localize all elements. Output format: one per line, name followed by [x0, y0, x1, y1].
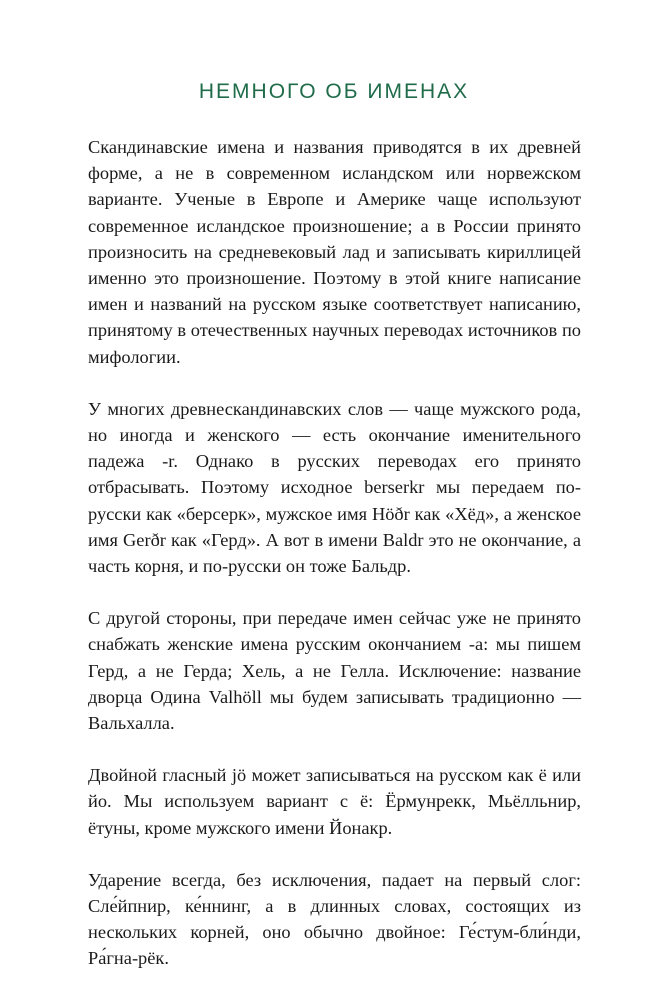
paragraph-old-norse-forms: Скандинавские имена и названия приводятся в их древней форме, а не в современном исландском или норвежском варианте. Ученые в Европе и Америке чаще используют современное исландское произношение; а в России принято произносить на средневековый лад и записывать кириллицей именно это произношение. Поэтому в этой книге написание имен и названий на русском языке соответствует написанию, принятому в отечественных научных переводах источников по мифологии.	[88, 137, 581, 367]
paragraph-stress: Ударение всегда, без исключения, падает на первый слог: Сле́йпнир, ке́ннинг, а в длинных словах, состоящих из нескольких корней, оно обычно двойное: Ге́стум-бли́нди, Ра́гна-рёк.	[88, 869, 581, 969]
paragraph-double-vowel: Двойной гласный jö может записываться на русском как ё или йо. Мы используем вариант с ё: Ёрмунрекк, Мьёлльнир, ётуны, кроме мужского имени Йонакр.	[88, 765, 581, 838]
page-title: НЕМНОГО ОБ ИМЕНАХ	[198, 80, 470, 103]
body-text	[88, 134, 581, 998]
paragraph-nominative-ending: У многих древнескандинавских слов — чаще мужского рода, но иногда и женского — есть окончание именительного падежа -r. Однако в русских переводах его принято отбрасывать. Поэтому исходное berserkr мы передаем по-русски как «берсерк», мужское имя Höðr как «Хёд», а женское имя Gerðr как «Герд». А вот в имени Baldr это не окончание, а часть корня, и по-русски он тоже Бальдр.	[88, 398, 581, 577]
paragraph-feminine-names: С другой стороны, при передаче имен сейчас уже не принято снабжать женские имена русским окончанием -а: мы пишем Герд, а не Герда; Хель, а не Гелла. Исключение: название дворца Одина Valhöll мы будем записывать традиционно — Вальхалла.	[88, 608, 581, 734]
